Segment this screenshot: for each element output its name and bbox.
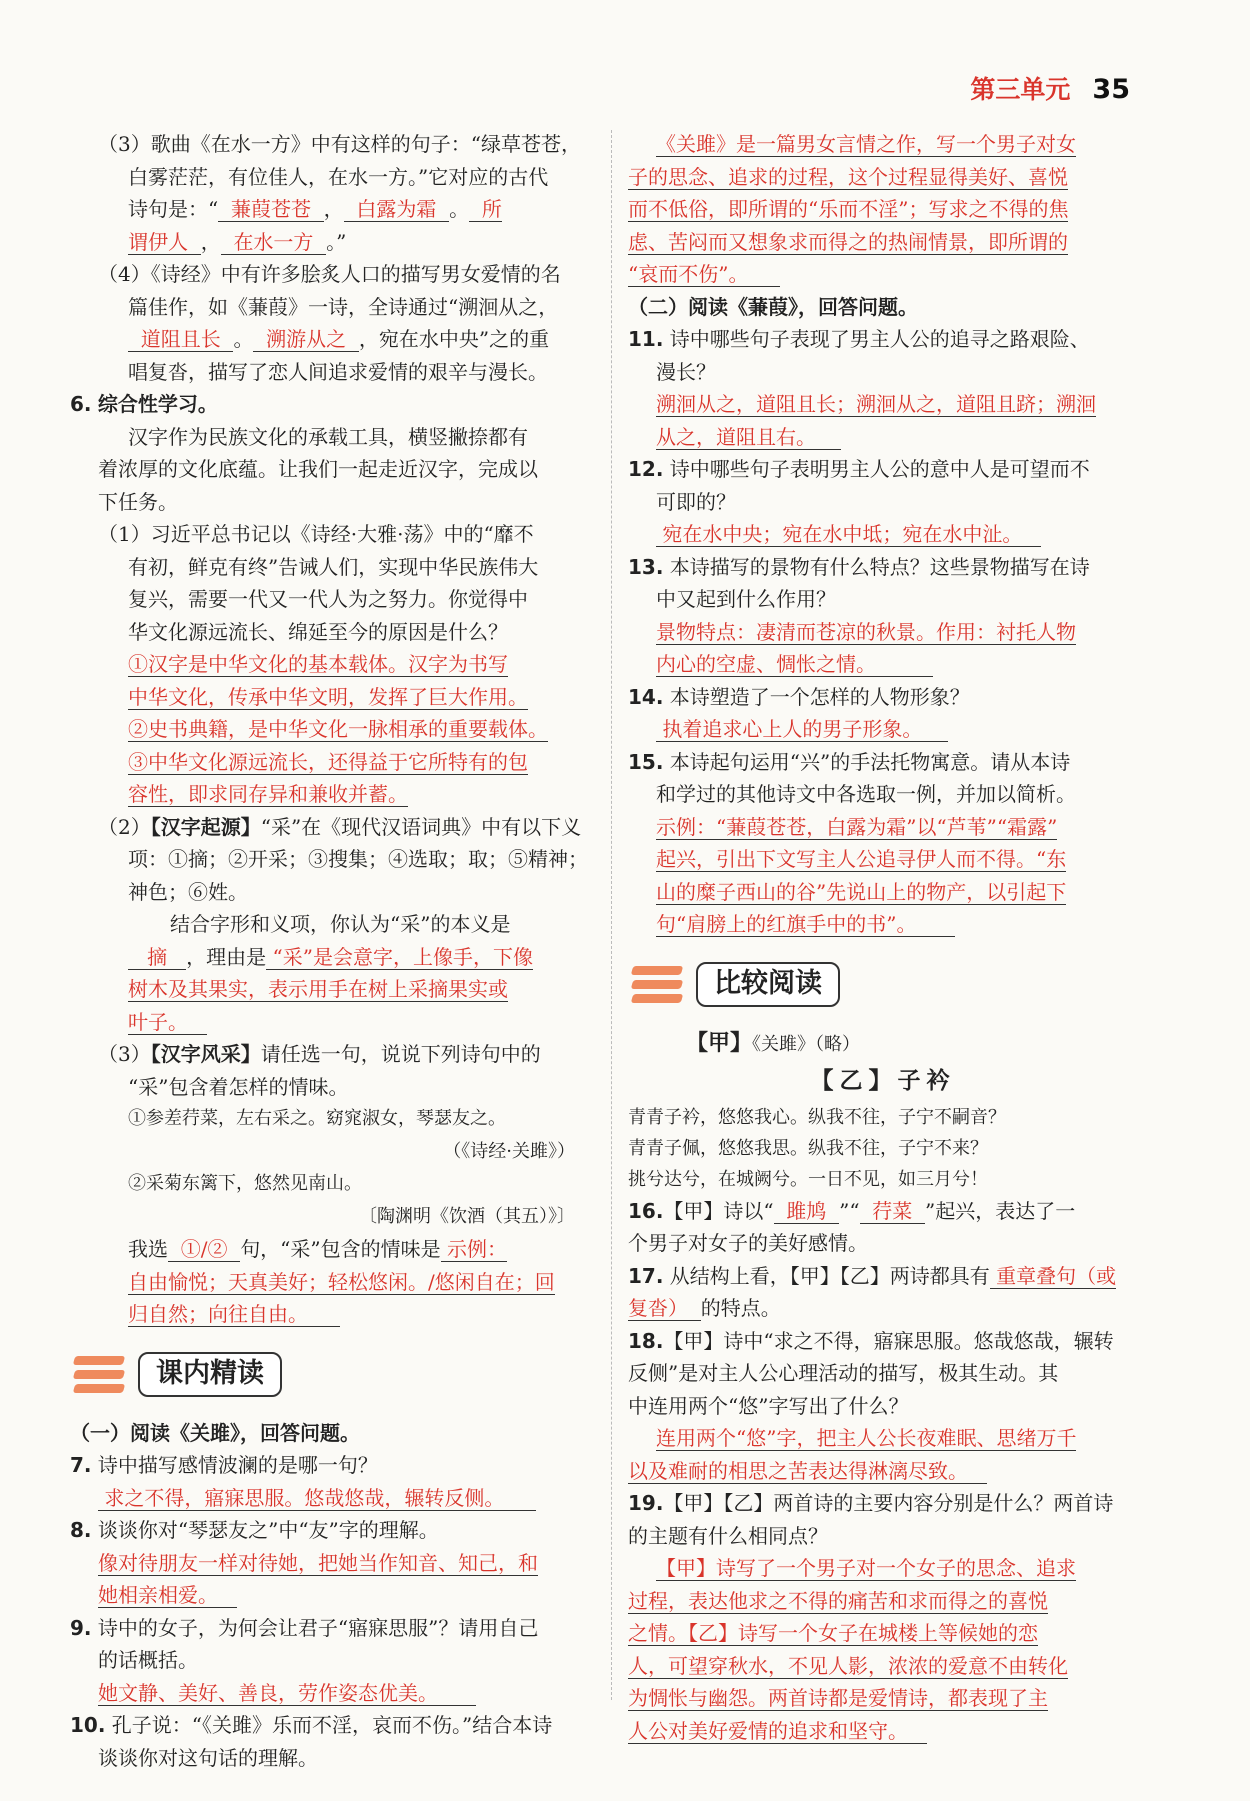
text-line: 白雾茫茫，有位佳人，在水一方。”它对应的古代 <box>128 164 549 189</box>
answer-line[interactable]: 她文静、美好、善良，劳作姿态优美。 <box>98 1681 476 1706</box>
answer-line[interactable]: 山的糜子西山的谷”先说山上的物产，以引起下 <box>656 879 1067 904</box>
answer-blank[interactable]: ①/② <box>168 1237 240 1262</box>
question-number: 6. <box>70 392 92 416</box>
text-line: 摘 ，理由是 “采”是会意字，上像手，下像 <box>70 941 595 974</box>
answer-blank[interactable]: 雎鸠 <box>774 1199 839 1224</box>
text-line: 我选 ①/② 句，“采”包含的情味是 示例： <box>128 1237 507 1261</box>
text-line: 华文化源远流长、绵延至今的原因是什么？ <box>128 619 508 644</box>
question-19: 19.【甲】【乙】两首诗的主要内容分别是什么？两首诗 的主题有什么相同点？ 【甲】诗写了一个男子对一个女子的思念、追求 过程，表达他求之不得的痛苦和求而得之的喜悦 之情。【乙】诗写一个女子在城楼上等候她的恋 人，可望穿秋水，不见人影，浓浓的爱意不由转化 为惆怅与幽怨。两首诗都是爱情诗，都表现了主 人公对美好爱情的追求和坚守。 <box>628 1491 1114 1743</box>
answer-line[interactable]: 景物特点：凄清而苍凉的秋景。作用：衬托人物 <box>656 619 1076 644</box>
left-column <box>70 128 595 1774</box>
answer-blank[interactable]: 重章叠句（或 <box>990 1264 1116 1289</box>
answer-line[interactable]: “哀而不伤”。 <box>628 262 780 287</box>
answer-line[interactable]: 人公对美好爱情的追求和坚守。 <box>628 1719 927 1744</box>
answer-line[interactable]: 而不低俗，即所谓的“乐而不淫”；写求之不得的焦 <box>628 197 1069 221</box>
poem-line: 青青子衿，悠悠我心。纵我不往，子宁不嗣音？ <box>628 1106 1006 1128</box>
answer-line[interactable]: 起兴，引出下文写主人公追寻伊人而不得。“东 <box>656 847 1067 871</box>
text-line: 汉字作为民族文化的承载工具，横竖撇捺都有 <box>128 424 528 449</box>
answer-line[interactable]: 为惆怅与幽怨。两首诗都是爱情诗，都表现了主 <box>628 1686 1048 1710</box>
unit-title: 第三单元 <box>970 75 1071 104</box>
answer-line[interactable]: 之情。【乙】诗写一个女子在城楼上等候她的恋 <box>628 1621 1038 1645</box>
question-title: 综合性学习。 <box>97 392 218 416</box>
answer-line[interactable]: 子的思念、追求的过程，这个过程显得美好、喜悦 <box>628 164 1068 189</box>
question-5-3 <box>70 128 595 258</box>
answer-blank[interactable]: 在水一方 <box>221 230 326 255</box>
question-7: 7. 诗中描写感情波澜的是哪一句？ 求之不得，寤寐思服。悠哉悠哉，辗转反侧。 <box>70 1449 595 1514</box>
question-18: 18.【甲】诗中“求之不得，寤寐思服。悠哉悠哉，辗转 反侧”是对主人公心理活动的描写，极其生动。其 中连用两个“悠”字写出了什么？ 连用两个“悠”字，把主人公长夜难眠、思绪万千 以及难耐的相思之苦表达得淋漓尽致。 <box>628 1328 1114 1483</box>
answer-line[interactable]: 过程，表达他求之不得的痛苦和求而得之的喜悦 <box>628 1588 1048 1613</box>
answer-blank[interactable]: 示例： <box>441 1237 507 1262</box>
answer-blank[interactable]: “采”是会意字，上像手，下像 <box>266 945 533 970</box>
question-9: 9. 诗中的女子，为何会让君子“寤寐思服”？请用自己 的话概括。 她文静、美好、善良，劳作姿态优美。 <box>70 1615 539 1705</box>
answer-blank[interactable]: 道阻且长 <box>128 327 233 352</box>
text-line: 谓伊人 ， 在水一方 。” <box>128 229 347 254</box>
page-header <box>970 70 1130 106</box>
answer-blank[interactable]: 谓伊人 <box>128 230 201 255</box>
question-14: 14. 本诗塑造了一个怎样的人物形象？ 执着追求心上人的男子形象。 <box>628 684 970 741</box>
column-divider <box>611 130 612 1700</box>
answer-line[interactable]: 叶子。 <box>128 1010 207 1035</box>
answer-line[interactable]: 人，可望穿秋水，不见人影，浓浓的爱意不由转化 <box>628 1653 1068 1678</box>
section-tag: 【汉字风采】 <box>150 1042 261 1066</box>
banner-title: 比较阅读 <box>696 962 840 1007</box>
section-banner <box>628 949 1138 1021</box>
text-line: （3）歌曲《在水一方》中有这样的句子：“绿草苍苍， <box>98 132 581 156</box>
question-5-4 <box>70 258 595 388</box>
answer-blank[interactable]: 摘 <box>128 945 186 970</box>
question-17: 17. 从结构上看，【甲】【乙】两诗都具有 重章叠句（或 复沓） 的特点。 <box>628 1263 1117 1320</box>
text-line: 结合字形和义项，你认为“采”的本义是 <box>170 912 511 936</box>
answer-line[interactable]: 连用两个“悠”字，把主人公长夜难眠、思绪万千 <box>656 1426 1077 1450</box>
right-column <box>628 128 1138 1747</box>
text-line: 着浓厚的文化底蕴。让我们一起走近汉字，完成以 <box>98 457 538 481</box>
answer-line[interactable]: ②史书典籍，是中华文化一脉相承的重要载体。 <box>128 717 548 741</box>
text-line: 项：①摘；②开采；③搜集；④选取；取；⑤精神； <box>128 847 588 871</box>
text-line: 复兴，需要一代又一代人为之努力。你觉得中 <box>128 587 528 611</box>
answer-line[interactable]: 宛在水中央；宛在水中坻；宛在水中沚。 <box>656 522 1041 547</box>
answer-line[interactable]: 示例：“蒹葭苍苍，白露为霜”以“芦苇”“霜露” <box>656 814 1058 839</box>
poem-source: （《诗经·关雎》） <box>443 1140 575 1162</box>
text-line: 下任务。 <box>98 489 178 514</box>
answer-blank[interactable]: 所 <box>469 197 502 222</box>
answer-line[interactable]: 执着追求心上人的男子形象。 <box>656 717 948 742</box>
section-banner <box>70 1339 595 1411</box>
poem-line: 挑兮达兮，在城阙兮。一日不见，如三月兮！ <box>628 1168 988 1190</box>
answer-line[interactable]: 归自然；向往自由。 <box>128 1302 340 1327</box>
text-line: “采”包含着怎样的情味。 <box>128 1074 349 1099</box>
poem-jia: 【甲】《关雎》（略） <box>686 1030 861 1056</box>
question-11: 11. 诗中哪些句子表现了男主人公的追寻之路艰险、 漫长？ 溯洄从之，道阻且长；溯洄从之，道阻且跻；溯洄 从之，道阻且右。 <box>628 327 1096 449</box>
answer-line[interactable]: ③中华文化源远流长，还得益于它所特有的包 <box>128 749 528 774</box>
books-icon <box>70 1348 132 1402</box>
poem-line: ②采菊东篱下，悠然见南山。 <box>128 1173 362 1194</box>
answer-line[interactable]: 内心的空虚、惆怅之情。 <box>656 652 933 677</box>
question-16: 16.【甲】诗以“ 雎鸠 ”“ 荇菜 ”起兴，表达了一 个男子对女子的美好感情。 <box>628 1198 1076 1255</box>
poem-body <box>628 1102 1138 1195</box>
text-line: （2）【汉字起源】“采”在《现代汉语词典》中有以下义 <box>98 814 582 839</box>
page-number: 35 <box>1092 74 1130 105</box>
answer-line[interactable]: 虑、苦闷而又想象求而得之的热闹情景，即所谓的 <box>628 229 1068 254</box>
answer-line[interactable]: 溯洄从之，道阻且长；溯洄从之，道阻且跻；溯洄 <box>656 392 1096 416</box>
poem-line: ①参差荇菜，左右采之。窈窕淑女，琴瑟友之。 <box>128 1108 506 1129</box>
question-13: 13. 本诗描写的景物有什么特点？这些景物描写在诗 中又起到什么作用？ 景物特点：凄清而苍凉的秋景。作用：衬托人物 内心的空虚、惆怅之情。 <box>628 554 1090 676</box>
question-10: 10. 孔子说：“《关雎》乐而不淫，哀而不伤。”结合本诗 谈谈你对这句话的理解。 <box>70 1713 553 1770</box>
text-line: （1）习近平总书记以《诗经·大雅·荡》中的“靡不 <box>98 522 534 546</box>
poem-line: 青青子佩，悠悠我思。纵我不往，子宁不来？ <box>628 1137 988 1159</box>
banner-title: 课内精读 <box>138 1352 282 1397</box>
books-icon <box>628 958 690 1012</box>
text-line: 道阻且长 。 溯游从之 ，宛在水中央”之的重 <box>70 323 595 356</box>
text-line: （3）【汉字风采】请任选一句，说说下列诗句中的 <box>98 1042 541 1066</box>
text-line: 有初，鲜克有终”告诫人们，实现中华民族伟大 <box>128 554 539 579</box>
answer-blank[interactable]: 白露为霜 <box>344 197 449 222</box>
text-line: （4）《诗经》中有许多脍炙人口的描写男女爱情的名 <box>98 262 561 286</box>
text-line: 唱复沓，描写了恋人间追求爱情的艰辛与漫长。 <box>128 359 548 384</box>
answer-line[interactable]: 以及难耐的相思之苦表达得淋漓尽致。 <box>628 1459 987 1484</box>
question-10-answer <box>628 128 1138 291</box>
answer-line[interactable]: 中华文化，传承中华文明，发挥了巨大作用。 <box>128 684 528 709</box>
poem-source: 〔陶渊明《饮酒（其五）》〕 <box>359 1205 575 1227</box>
answer-blank[interactable]: 蒹葭苍苍 <box>218 197 323 222</box>
section-heading: （一）阅读《关雎》，回答问题。 <box>70 1420 360 1445</box>
answer-blank[interactable]: 溯游从之 <box>253 327 358 352</box>
answer-line[interactable]: ①汉字是中华文化的基本载体。汉字为书写 <box>128 652 508 676</box>
text-line: 神色；⑥姓。 <box>128 879 248 904</box>
answer-line[interactable]: 自由愉悦；天真美好；轻松悠闲。/悠闲自在；回 <box>128 1269 555 1294</box>
question-15: 15. 本诗起句运用“兴”的手法托物寓意。请从本诗 和学过的其他诗文中各选取一例，并加以简析。 示例：“蒹葭苍苍，白露为霜”以“芦苇”“霜露” 起兴，引出下文写主人公追寻伊人而不得。“东 山的糜子西山的谷”先说山上的物产，以引起下 句“肩膀上的红旗手中的书”。 <box>628 749 1076 936</box>
answer-line[interactable]: 树木及其果实，表示用手在树上采摘果实或 <box>128 977 508 1001</box>
answer-blank[interactable]: 荇菜 <box>860 1199 925 1224</box>
answer-line[interactable]: 【甲】诗写了一个男子对一个女子的思念、追求 <box>656 1556 1076 1580</box>
answer-line[interactable]: 求之不得，寤寐思服。悠哉悠哉，辗转反侧。 <box>98 1486 536 1511</box>
answer-line[interactable]: 从之，道阻且右。 <box>656 425 841 450</box>
answer-line[interactable]: 《关雎》是一篇男女言情之作，写一个男子对女 <box>656 132 1076 156</box>
answer-line[interactable]: 句“肩膀上的红旗手中的书”。 <box>656 912 955 937</box>
question-8: 8. 谈谈你对“琴瑟友之”中“友”字的理解。 像对待朋友一样对待她，把她当作知音、知己，和 她相亲相爱。 <box>70 1518 538 1607</box>
text-line: 篇佳作，如《蒹葭》一诗，全诗通过“溯洄从之， <box>128 294 559 319</box>
section-tag: 【汉字起源】 <box>150 814 261 839</box>
question-6 <box>70 388 595 1331</box>
section-heading: （二）阅读《蒹葭》，回答问题。 <box>628 294 918 319</box>
answer-line[interactable]: 容性，即求同存异和兼收并蓄。 <box>128 782 408 806</box>
answer-line[interactable]: 她相亲相爱。 <box>98 1583 237 1608</box>
poem-yi-title: 【乙】子衿 <box>810 1067 956 1094</box>
text-line: 诗句是：“ 蒹葭苍苍 ， 白露为霜 。 所 <box>128 197 502 221</box>
question-12: 12. 诗中哪些句子表明男主人公的意中人是可望而不 可即的？ 宛在水中央；宛在水中坻；宛在水中沚。 <box>628 457 1090 546</box>
answer-line[interactable]: 像对待朋友一样对待她，把她当作知音、知己，和 <box>98 1550 538 1575</box>
answer-blank[interactable]: 复沓） <box>628 1296 701 1321</box>
